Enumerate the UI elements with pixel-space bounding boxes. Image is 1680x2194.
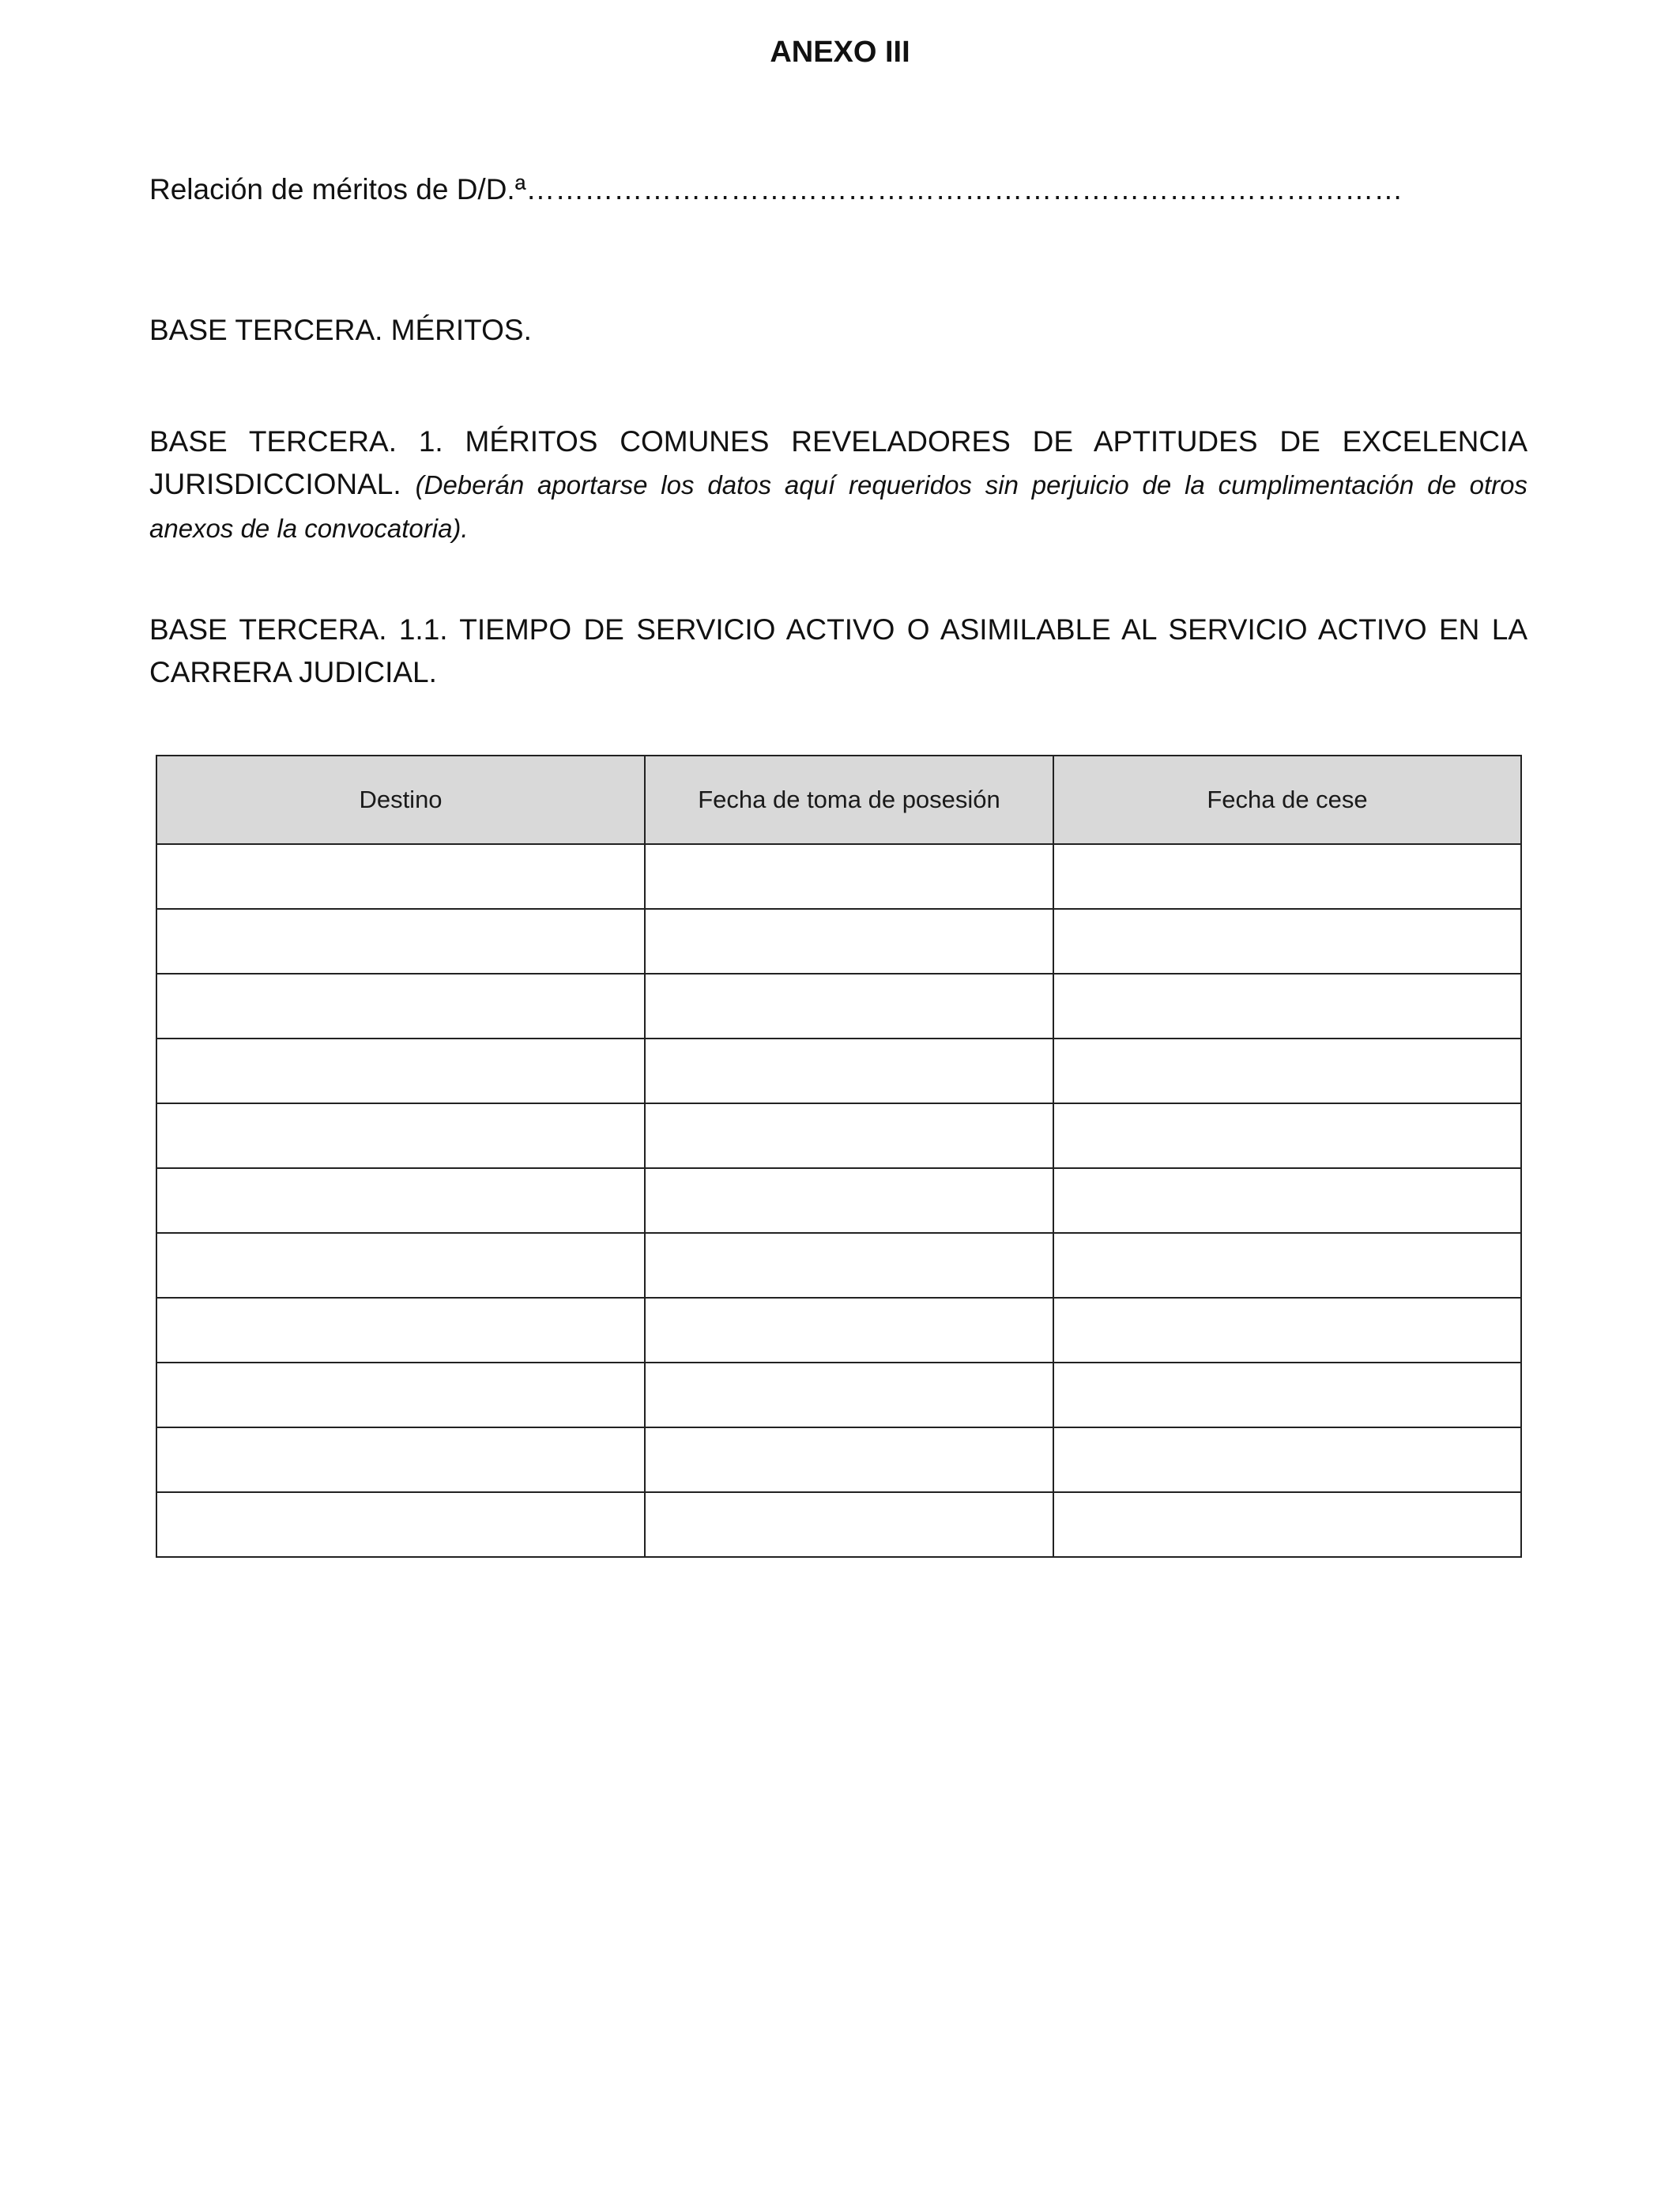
table-row bbox=[156, 1039, 1521, 1103]
cell-destino[interactable] bbox=[156, 1298, 645, 1363]
header-destino: Destino bbox=[156, 756, 645, 844]
cell-destino[interactable] bbox=[156, 1492, 645, 1557]
cell-fecha-toma-posesion[interactable] bbox=[645, 1427, 1053, 1492]
cell-destino[interactable] bbox=[156, 1168, 645, 1233]
cell-fecha-cese[interactable] bbox=[1053, 1298, 1521, 1363]
cell-fecha-toma-posesion[interactable] bbox=[645, 1233, 1053, 1298]
cell-fecha-toma-posesion[interactable] bbox=[645, 844, 1053, 909]
cell-destino[interactable] bbox=[156, 1363, 645, 1427]
table-row bbox=[156, 1233, 1521, 1298]
cell-destino[interactable] bbox=[156, 1103, 645, 1168]
cell-fecha-cese[interactable] bbox=[1053, 1363, 1521, 1427]
section-1-heading: BASE TERCERA. 1. MÉRITOS COMUNES REVELADORES DE APTITUDES DE EXCELENCIA JURISDICCIONAL. bbox=[149, 425, 1527, 500]
section-1-note: (Deberán aportarse los datos aquí requeridos sin perjuicio de la cumplimentación de otros anexos de la convocatoria). bbox=[149, 470, 1528, 543]
service-time-table bbox=[156, 755, 1522, 1558]
cell-destino[interactable] bbox=[156, 844, 645, 909]
table-row bbox=[156, 909, 1521, 974]
table-row bbox=[156, 1363, 1521, 1427]
table-row bbox=[156, 844, 1521, 909]
cell-fecha-toma-posesion[interactable] bbox=[645, 974, 1053, 1039]
cell-destino[interactable] bbox=[156, 974, 645, 1039]
cell-destino[interactable] bbox=[156, 1233, 645, 1298]
page-title: ANEXO III bbox=[770, 36, 910, 69]
cell-fecha-toma-posesion[interactable] bbox=[645, 1298, 1053, 1363]
cell-fecha-toma-posesion[interactable] bbox=[645, 1492, 1053, 1557]
cell-fecha-cese[interactable] bbox=[1053, 1103, 1521, 1168]
cell-fecha-cese[interactable] bbox=[1053, 844, 1521, 909]
table-row bbox=[156, 974, 1521, 1039]
header-fecha-toma-posesion: Fecha de toma de posesión bbox=[645, 756, 1053, 844]
table-row bbox=[156, 1427, 1521, 1492]
table-row bbox=[156, 1492, 1521, 1557]
table-header-row bbox=[156, 756, 1521, 844]
cell-destino[interactable] bbox=[156, 909, 645, 974]
table-row bbox=[156, 1298, 1521, 1363]
section-heading: BASE TERCERA. MÉRITOS. bbox=[149, 314, 532, 346]
cell-fecha-cese[interactable] bbox=[1053, 974, 1521, 1039]
cell-fecha-toma-posesion[interactable] bbox=[645, 1039, 1053, 1103]
cell-fecha-toma-posesion[interactable] bbox=[645, 909, 1053, 974]
section-1-1-heading: BASE TERCERA. 1.1. TIEMPO DE SERVICIO ACTIVO O ASIMILABLE AL SERVICIO ACTIVO EN LA CARRERA JUDICIAL. bbox=[149, 613, 1527, 688]
cell-fecha-cese[interactable] bbox=[1053, 1233, 1521, 1298]
cell-fecha-toma-posesion[interactable] bbox=[645, 1168, 1053, 1233]
cell-fecha-cese[interactable] bbox=[1053, 1168, 1521, 1233]
table-row bbox=[156, 1168, 1521, 1233]
header-fecha-cese: Fecha de cese bbox=[1053, 756, 1521, 844]
table-body bbox=[156, 844, 1521, 1557]
cell-fecha-toma-posesion[interactable] bbox=[645, 1103, 1053, 1168]
cell-fecha-toma-posesion[interactable] bbox=[645, 1363, 1053, 1427]
cell-fecha-cese[interactable] bbox=[1053, 1039, 1521, 1103]
cell-fecha-cese[interactable] bbox=[1053, 1492, 1521, 1557]
section-1-paragraph bbox=[149, 420, 1527, 550]
table-row bbox=[156, 1103, 1521, 1168]
cell-fecha-cese[interactable] bbox=[1053, 1427, 1521, 1492]
cell-fecha-cese[interactable] bbox=[1053, 909, 1521, 974]
merit-holder-line: Relación de méritos de D/D.ª……………………………………………………………………………… bbox=[149, 173, 1403, 205]
cell-destino[interactable] bbox=[156, 1427, 645, 1492]
cell-destino[interactable] bbox=[156, 1039, 645, 1103]
